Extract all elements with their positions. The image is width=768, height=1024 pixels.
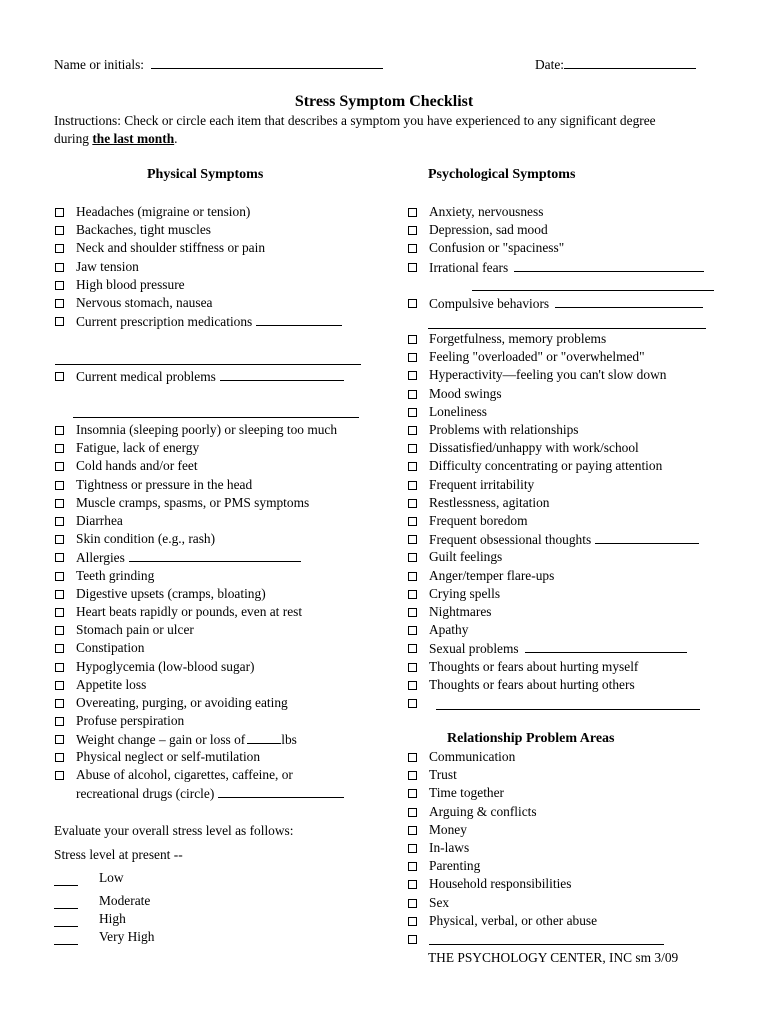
psych-item-label: Frequent obsessional thoughts	[429, 531, 699, 548]
self-neglect-label: Physical neglect or self-mutilation	[76, 749, 261, 764]
physical-item-label: Overeating, purging, or avoiding eating	[76, 695, 288, 710]
instructions-period: .	[174, 131, 178, 146]
checkbox[interactable]	[408, 390, 417, 399]
weight-change-label: Weight change – gain or loss of lbs	[76, 732, 297, 747]
fears-continuation-line[interactable]	[472, 290, 714, 291]
relationship-item-label: Arguing & conflicts	[429, 803, 537, 819]
psych-item-label: Feeling "overloaded" or "overwhelmed"	[429, 349, 645, 365]
checkbox[interactable]	[408, 917, 417, 926]
instructions-during: during	[54, 131, 93, 146]
physical-item-label: Current prescription medications	[76, 313, 342, 330]
checkbox[interactable]	[408, 644, 417, 653]
relationship-item-label: Sex	[429, 894, 450, 910]
checkbox[interactable]	[408, 663, 417, 672]
psych-item-label: Nightmares	[429, 604, 492, 619]
footer-credit: THE PSYCHOLOGY CENTER, INC sm 3/09	[428, 950, 679, 965]
psych-item-label: Forgetfulness, memory problems	[429, 331, 607, 346]
evaluate-instruction: Evaluate your overall stress level as follows:	[54, 823, 294, 838]
stress-level-label: High	[99, 911, 126, 926]
physical-item-write-line[interactable]	[256, 313, 342, 326]
checkbox[interactable]	[408, 862, 417, 871]
checkbox[interactable]	[408, 408, 417, 417]
stress-level-blank[interactable]	[54, 944, 78, 945]
checkbox[interactable]	[408, 335, 417, 344]
psych-item-write-line[interactable]	[595, 531, 699, 544]
checkbox[interactable]	[408, 608, 417, 617]
psychological-heading: Psychological Symptoms	[428, 167, 576, 182]
psych-item-label: Problems with relationships	[429, 422, 579, 437]
checkbox[interactable]	[408, 899, 417, 908]
relationship-other-line[interactable]	[429, 944, 664, 945]
checkbox[interactable]	[408, 553, 417, 562]
stress-level-blank[interactable]	[54, 908, 78, 909]
page-title: Stress Symptom Checklist	[294, 93, 474, 110]
checkbox[interactable]	[408, 517, 417, 526]
stress-level-label: Very High	[99, 929, 155, 944]
checkbox[interactable]	[408, 626, 417, 635]
substance-abuse-label: Abuse of alcohol, cigarettes, caffeine, or	[76, 767, 293, 782]
compulsive-behaviors-write-line[interactable]	[555, 295, 703, 308]
psych-item-label: Confusion or "spaciness"	[429, 240, 565, 256]
name-label: Name or initials:	[54, 57, 144, 72]
checkbox[interactable]	[408, 826, 417, 835]
psych-item-label: Depression, sad mood	[429, 222, 548, 238]
psych-item-label: Hyperactivity—feeling you can't slow down	[429, 367, 667, 383]
physical-item-label: High blood pressure	[76, 276, 185, 292]
instructions-emphasis: the last month	[92, 131, 175, 146]
stress-level-label: Moderate	[99, 893, 151, 908]
psych-item-write-line[interactable]	[525, 640, 687, 653]
psych-item-label: Restlessness, agitation	[429, 494, 550, 510]
psych-item-label: Frequent irritability	[429, 476, 535, 492]
stress-level-options	[54, 0, 254, 1024]
relationship-item-label: Communication	[429, 749, 516, 764]
current-medical-problems-label: Current medical problems	[76, 368, 344, 385]
physical-item-label: Skin condition (e.g., rash)	[76, 531, 216, 547]
physical-item-label: Jaw tension	[76, 258, 139, 274]
psych-item-label: Difficulty concentrating or paying attention	[429, 458, 663, 474]
checkbox[interactable]	[408, 771, 417, 780]
psych-item-label: Loneliness	[429, 403, 488, 419]
checkbox[interactable]	[408, 681, 417, 690]
physical-heading: Physical Symptoms	[147, 167, 264, 182]
physical-item-label: Headaches (migraine or tension)	[76, 204, 251, 219]
instructions-line1: Instructions: Check or circle each item that describes a symptom you have experienced to any significant degree	[54, 113, 656, 128]
relationship-item-label: Money	[429, 821, 467, 837]
checkbox[interactable]	[408, 462, 417, 471]
checkbox[interactable]	[408, 353, 417, 362]
checkbox[interactable]	[408, 499, 417, 508]
checkbox[interactable]	[408, 226, 417, 235]
checkbox[interactable]	[408, 444, 417, 453]
psych-other-line[interactable]	[436, 709, 700, 710]
physical-item-label: Tightness or pressure in the head	[76, 476, 253, 492]
relationship-item-label: Parenting	[429, 858, 481, 874]
checkbox[interactable]	[408, 699, 417, 708]
date-label: Date:	[535, 57, 564, 72]
checkbox[interactable]	[408, 535, 417, 544]
physical-item-label: Teeth grinding	[76, 567, 155, 583]
checkbox[interactable]	[408, 426, 417, 435]
compulsive-continuation-line[interactable]	[428, 328, 706, 329]
substance-abuse-line2-text: recreational drugs (circle)	[76, 786, 215, 801]
relationship-item-label: Trust	[429, 767, 457, 783]
physical-item-label: Muscle cramps, spasms, or PMS symptoms	[76, 494, 310, 510]
stress-level-label: Low	[99, 870, 124, 885]
checkbox[interactable]	[408, 572, 417, 581]
checkbox[interactable]	[408, 880, 417, 889]
checkbox[interactable]	[408, 263, 417, 272]
stress-level-blank[interactable]	[54, 885, 78, 886]
physical-item-label: Profuse perspiration	[76, 713, 185, 729]
physical-item-label: Fatigue, lack of energy	[76, 440, 200, 456]
psych-item-label: Dissatisfied/unhappy with work/school	[429, 440, 639, 456]
psych-item-label: Anger/temper flare-ups	[429, 567, 555, 583]
checkbox[interactable]	[408, 844, 417, 853]
physical-item-label: Digestive upsets (cramps, bloating)	[76, 585, 266, 601]
checkbox[interactable]	[408, 208, 417, 217]
psych-item-label: Guilt feelings	[429, 549, 503, 565]
physical-item-label: Stomach pain or ulcer	[76, 622, 194, 638]
relationship-item-label: In-laws	[429, 840, 470, 855]
checkbox[interactable]	[408, 935, 417, 944]
checkbox[interactable]	[408, 244, 417, 253]
physical-item-label: Insomnia (sleeping poorly) or sleeping too much	[76, 422, 338, 437]
psych-item-label: Crying spells	[429, 585, 501, 601]
physical-item-label: Nervous stomach, nausea	[76, 295, 213, 310]
irrational-fears-label: Irrational fears	[429, 259, 704, 276]
psychological-symptoms-list	[408, 0, 738, 1024]
physical-item-label: Cold hands and/or feet	[76, 458, 198, 474]
stress-level-blank[interactable]	[54, 926, 78, 927]
physical-item-label: Diarrhea	[76, 513, 123, 528]
compulsive-behaviors-label: Compulsive behaviors	[429, 295, 703, 312]
physical-item-label: Constipation	[76, 640, 145, 656]
stress-level-prompt: Stress level at present --	[54, 847, 183, 862]
relationship-item-label: Physical, verbal, or other abuse	[429, 912, 598, 928]
checkbox[interactable]	[408, 808, 417, 817]
weight-change-suffix: lbs	[281, 732, 297, 747]
checkbox[interactable]	[408, 481, 417, 490]
checkbox[interactable]	[408, 299, 417, 308]
physical-item-label: Appetite loss	[76, 676, 147, 692]
physical-item-label: Heart beats rapidly or pounds, even at rest	[76, 604, 303, 619]
physical-item-label: Backaches, tight muscles	[76, 222, 211, 238]
psych-item-label: Apathy	[429, 622, 469, 638]
irrational-fears-write-line[interactable]	[514, 259, 704, 272]
relationship-heading: Relationship Problem Areas	[447, 731, 615, 746]
relationship-item-label: Household responsibilities	[429, 876, 572, 892]
physical-item-label: Neck and shoulder stiffness or pain	[76, 240, 266, 256]
checkbox[interactable]	[408, 371, 417, 380]
psych-item-label: Thoughts or fears about hurting myself	[429, 658, 639, 674]
relationship-item-label: Time together	[429, 785, 505, 801]
checkbox[interactable]	[408, 789, 417, 798]
psych-item-label: Mood swings	[429, 385, 502, 401]
physical-item-label: Hypoglycemia (low-blood sugar)	[76, 658, 255, 674]
psych-item-label: Thoughts or fears about hurting others	[429, 676, 635, 692]
physical-item-label: Allergies	[76, 549, 301, 566]
psych-item-label: Frequent boredom	[429, 513, 528, 528]
psych-item-label: Anxiety, nervousness	[429, 204, 544, 219]
checkbox[interactable]	[408, 753, 417, 762]
checkbox[interactable]	[408, 590, 417, 599]
psych-item-label: Sexual problems	[429, 640, 687, 657]
